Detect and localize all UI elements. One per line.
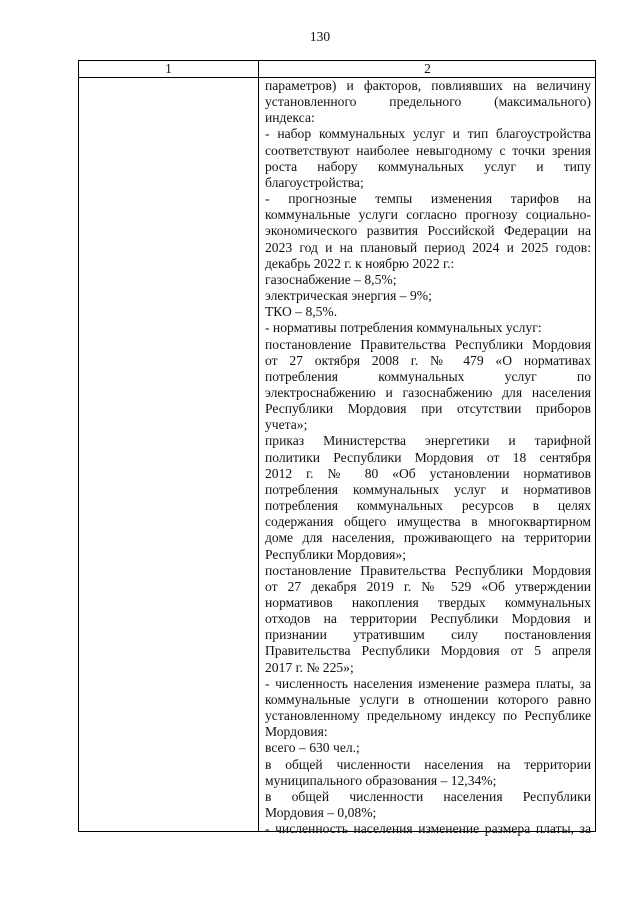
text-line: содержания общего имущества в многоквартирном <box>265 514 591 530</box>
text-line: признании утратившим силу постановления <box>265 627 591 643</box>
text-line: газоснабжение – 8,5%; <box>265 271 397 287</box>
table-header-row <box>79 61 595 78</box>
text-line: политики Республики Мордовия от 18 сентября <box>265 449 591 465</box>
text-line: приказ Министерства энергетики и тарифной <box>265 433 591 449</box>
text-line: потребления коммунальных услуг и нормативов <box>265 481 591 497</box>
text-line: Республики Мордовия»; <box>265 546 406 562</box>
text-line: всего – 630 чел.; <box>265 740 360 756</box>
text-line: коммунальные услуги в отношении которого равно <box>265 691 591 707</box>
text-line: соответствуют наиболее невыгодному с точки зрения <box>265 142 591 158</box>
text-line: постановление Правительства Республики Мордовия <box>265 336 591 352</box>
text-line: от 27 октября 2008 г. № 479 «О нормативах <box>265 352 591 368</box>
text-line: Республики Мордовия при отсутствии приборов <box>265 401 591 417</box>
text-line: ТКО – 8,5%. <box>265 304 338 320</box>
column-2-text <box>265 78 591 837</box>
text-line: - прогнозные темпы изменения тарифов на <box>265 191 591 207</box>
text-line: индекса: <box>265 110 315 126</box>
text-line: электроснабжению и газоснабжению для населения <box>265 384 591 400</box>
text-line: установленному предельному индексу по Республике <box>265 708 591 724</box>
text-line: Мордовия – 0,08%; <box>265 805 377 821</box>
text-line: постановление Правительства Республики Мордовия <box>265 562 591 578</box>
text-line: в общей численности населения Республики <box>265 788 591 804</box>
text-line: установленного предельного (максимального) <box>265 94 591 110</box>
text-line: параметров) и факторов, повлиявших на величину <box>265 78 591 93</box>
text-line: 2023 год и на плановый период 2024 и 2025 годов: <box>265 239 591 255</box>
text-line: потребления коммунальных услуг по <box>265 368 591 384</box>
text-line: роста набору коммунальных услуг и типу <box>265 158 591 174</box>
column-1-header: 1 <box>165 61 172 76</box>
text-line: коммунальные услуги согласно прогнозу социально- <box>265 207 591 223</box>
column-2-header: 2 <box>424 61 431 76</box>
text-line: - нормативы потребления коммунальных услуг: <box>265 320 542 336</box>
text-line: экономического развития Российской Федерации на <box>265 223 591 239</box>
text-line: - численность населения изменение размера платы, за <box>265 821 591 837</box>
text-line: муниципального образования – 12,34%; <box>265 772 497 788</box>
text-line: декабрь 2022 г. к ноябрю 2022 г.: <box>265 255 455 271</box>
page-number: 130 <box>309 29 331 44</box>
text-line: доме для населения, проживающего на территории <box>265 530 591 546</box>
text-line: нормативов накопления твердых коммунальных <box>265 595 591 610</box>
document-table <box>78 60 596 837</box>
text-line: отходов на территории Республики Мордовия и <box>265 611 591 627</box>
text-line: электрическая энергия – 9%; <box>265 288 432 304</box>
text-line: 2012 г. № 80 «Об установлении нормативов <box>265 465 591 481</box>
text-line: от 27 декабря 2019 г. № 529 «Об утверждении <box>265 578 591 594</box>
text-line: Правительства Республики Мордовия от 5 апреля <box>265 643 591 659</box>
text-line: - численность населения изменение размера платы, за <box>265 675 591 691</box>
text-line: в общей численности населения на территории <box>265 756 591 772</box>
text-line: - набор коммунальных услуг и тип благоустройства <box>265 126 591 142</box>
text-line: благоустройства; <box>265 174 364 190</box>
text-line: 2017 г. № 225»; <box>265 659 354 675</box>
text-line: учета»; <box>265 417 308 433</box>
text-line: Мордовия: <box>265 724 328 740</box>
column-divider <box>258 61 259 831</box>
text-line: потребления коммунальных ресурсов в целях <box>265 498 591 514</box>
